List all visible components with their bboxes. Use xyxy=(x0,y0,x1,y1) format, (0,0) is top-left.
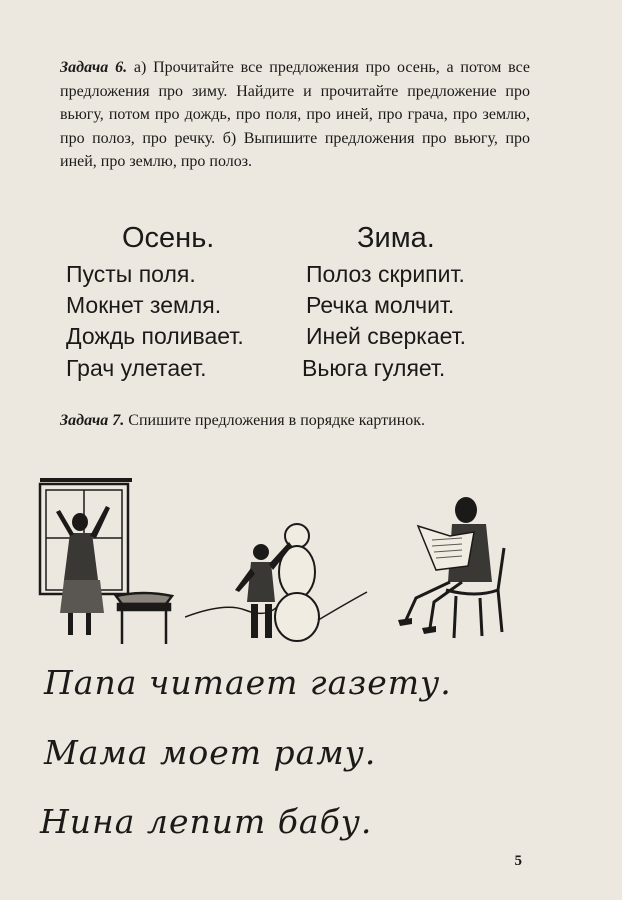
task-7-paragraph xyxy=(60,409,530,433)
winter-line-4: Вьюга гуляет. xyxy=(302,355,446,381)
task-6-text: а) Прочитайте все предложения про осень, а потом все предложения про зиму. Найдите и прочитайте предложение про вьюгу, потом про дождь, про поля, про иней, про грача, про землю, про полоз, про речку. б) Выпишите предложения про вьюгу, про иней, про землю, про полоз. xyxy=(60,59,531,170)
task-6-paragraph xyxy=(60,56,530,174)
handwriting-line-2: Мама моет раму. xyxy=(44,733,377,772)
winter-title: Зима. xyxy=(357,222,435,254)
winter-line-3: Иней сверкает. xyxy=(306,323,467,349)
page-number: 5 xyxy=(514,853,522,869)
task-7-label: Задача 7. xyxy=(60,412,125,429)
task-7-text: Спишите предложения в порядке картинок. xyxy=(124,412,426,429)
autumn-line-3: Дождь поливает. xyxy=(66,323,244,349)
woman-washing-window-illustration xyxy=(34,478,184,648)
handwriting-line-1: Папа читает газету. xyxy=(44,663,452,702)
winter-line-2: Речка молчит. xyxy=(306,292,455,318)
autumn-title: Осень. xyxy=(122,222,215,254)
autumn-line-4: Грач улетает. xyxy=(66,355,207,381)
winter-line-1: Полоз скрипит. xyxy=(306,261,465,287)
autumn-line-2: Мокнет земля. xyxy=(66,292,222,318)
girl-making-snowman-illustration xyxy=(185,512,385,648)
man-reading-newspaper-illustration xyxy=(396,494,511,644)
autumn-line-1: Пусты поля. xyxy=(66,261,196,287)
task-6-label: Задача 6. xyxy=(60,59,128,76)
handwriting-line-3: Нина лепит бабу. xyxy=(40,802,373,841)
